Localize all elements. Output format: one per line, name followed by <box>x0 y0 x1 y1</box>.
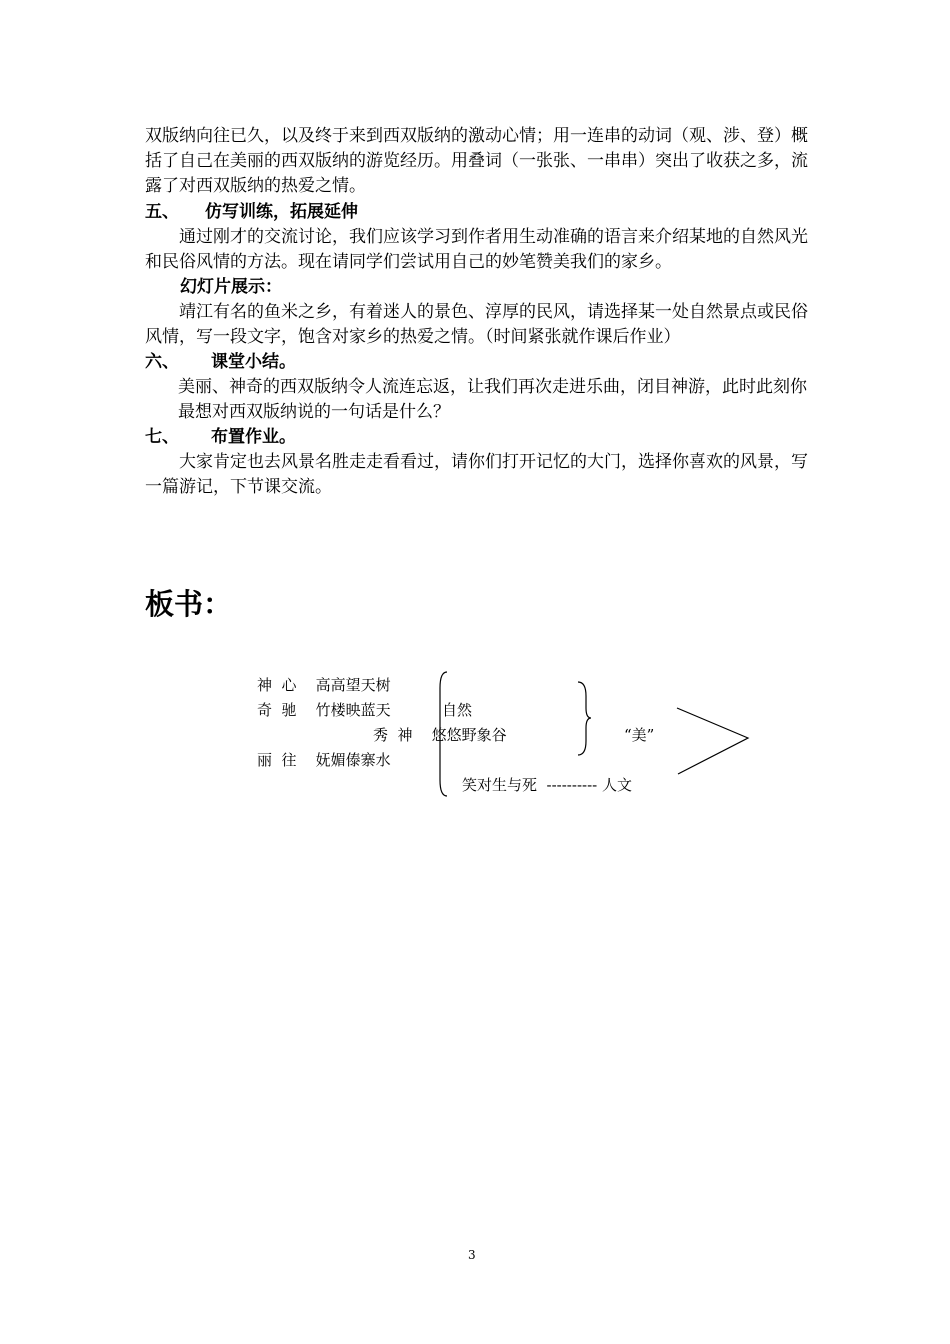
paragraph-text-5b: 靖江有名的鱼米之乡，有着迷人的景色、淳厚的民风，请选择某一处自然景点或民俗风情，写一段文字，饱含对家乡的热爱之情。（时间紧张就作课后作业） <box>145 302 808 347</box>
board-row-4: 丽 往 妩媚傣寨水 <box>257 751 391 769</box>
section-title: 仿写训练，拓展延伸 <box>205 202 358 222</box>
section-title: 课堂小结。 <box>211 352 296 372</box>
slide-show-label: 幻灯片展示： <box>180 277 282 297</box>
section-title: 布置作业。 <box>211 427 296 447</box>
board-row-2: 奇 驰 竹楼映蓝天 <box>257 701 391 719</box>
right-brace <box>578 682 591 755</box>
board-row-1: 神 心 高高望天树 <box>257 676 391 694</box>
section-number: 六、 <box>145 352 179 372</box>
board-title: 板书： <box>145 587 233 621</box>
paragraph-text-7: 大家肯定也去风景名胜走走看看过，请你们打开记忆的大门，选择你喜欢的风景，写一篇游记，下节课交流。 <box>145 452 808 497</box>
page-number: 3 <box>468 1248 476 1262</box>
board-label-nature: 自然 <box>442 701 473 719</box>
board-label-humanity: 笑对生与死 ---------- 人文 <box>462 776 632 794</box>
left-bracket <box>440 672 447 796</box>
paragraph-text-1: 双版纳向往已久，以及终于来到西双版纳的激动心情；用一连串的动词（观、涉、登）概括了自己在美丽的西双版纳的游览经历。用叠词（一张张、一串串）突出了收获之多，流露了对西双版纳的热爱之情。 <box>145 126 808 196</box>
board-label-beauty: “美” <box>624 726 655 744</box>
section-number: 五、 <box>145 202 179 222</box>
board-row-3: 秀 神 悠悠野象谷 <box>373 726 507 744</box>
paragraph-text-5: 通过刚才的交流讨论，我们应该学习到作者用生动准确的语言来介绍某地的自然风光和民俗风情的方法。现在请同学们尝试用自己的妙笔赞美我们的家乡。 <box>145 227 808 272</box>
section-number: 七、 <box>145 427 179 447</box>
angle-arrow <box>677 708 748 774</box>
paragraph-text-6: 美丽、神奇的西双版纳令人流连忘返，让我们再次走进乐曲，闭目神游，此时此刻你最想对西双版纳说的一句话是什么？ <box>178 377 807 422</box>
